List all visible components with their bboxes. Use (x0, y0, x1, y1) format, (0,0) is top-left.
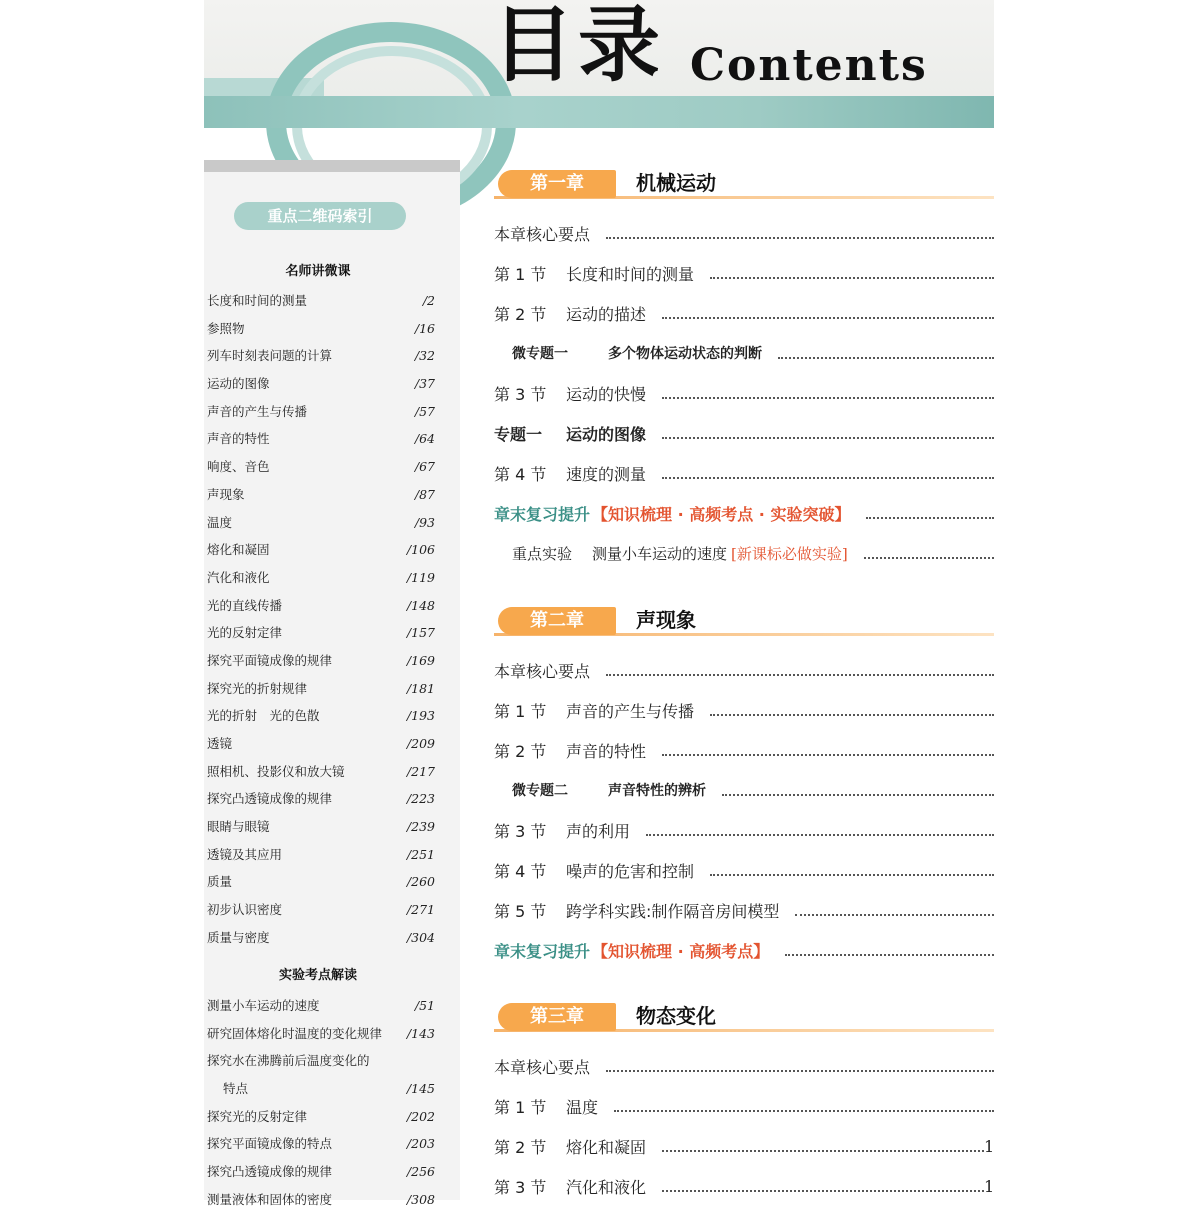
chapter-header (494, 166, 994, 200)
index-item-page: /64 (414, 431, 435, 447)
chapter-title: 机械运动 (636, 171, 716, 195)
contents-page (204, 0, 995, 1207)
sidebar-index-list (207, 992, 435, 1214)
entry-title: 长度和时间的测量 (566, 264, 695, 284)
index-item-name: 质量与密度 (207, 929, 270, 945)
index-item-name: 参照物 (207, 320, 245, 336)
experiment-tag: [新课标必做实验] (731, 544, 848, 563)
entry-key: 第 1 节 (494, 1097, 547, 1117)
index-item-page: /32 (414, 348, 435, 364)
index-item-page: /181 (406, 680, 435, 696)
index-item-page: /87 (414, 486, 435, 502)
experiment-label: 重点实验 (512, 544, 573, 563)
index-item-name: 眼睛与眼镜 (207, 819, 270, 835)
entry-key: 第 3 节 (494, 1177, 547, 1197)
index-item-name: 探究凸透镜成像的规律 (207, 1164, 333, 1180)
sidebar-index-item[interactable] (207, 868, 435, 896)
sidebar-index-item[interactable] (207, 481, 435, 509)
entry-title: 噪声的危害和控制 (566, 861, 695, 881)
sidebar-index-item[interactable] (207, 896, 435, 924)
index-item-name: 透镜及其应用 (207, 846, 283, 862)
index-item-name: 汽化和液化 (207, 569, 270, 585)
sidebar-index-item[interactable] (207, 675, 435, 703)
index-item-page: /260 (406, 874, 435, 890)
toc-entry[interactable] (494, 1173, 994, 1199)
sidebar-index-item[interactable] (207, 564, 435, 592)
page-title-english: Contents (690, 40, 928, 91)
toc-entry[interactable] (494, 777, 994, 803)
index-item-name: 熔化和凝固 (207, 542, 270, 558)
leader-dots (662, 427, 994, 439)
index-item-name: 光的反射定律 (207, 625, 283, 641)
index-item-name: 探究光的折射规律 (207, 680, 308, 696)
index-item-name: 声现象 (207, 486, 245, 502)
experiment-name: 测量小车运动的速度 (592, 544, 728, 563)
entry-title: 跨学科实践:制作隔音房间模型 (566, 901, 780, 921)
sidebar-index-item[interactable] (207, 398, 435, 426)
index-item-page: /16 (414, 320, 435, 336)
index-item-name: 探究平面镜成像的特点 (207, 1136, 333, 1152)
index-item-name: 温度 (207, 514, 233, 530)
leader-dots (710, 267, 994, 279)
sidebar-index-item[interactable] (207, 730, 435, 758)
index-item-name: 声音的特性 (207, 431, 270, 447)
toc-entry[interactable] (494, 737, 994, 763)
sidebar-index-item[interactable] (207, 702, 435, 730)
sidebar-index-item[interactable] (207, 592, 435, 620)
sidebar-index-item[interactable] (207, 315, 435, 343)
chapter-header (494, 999, 994, 1033)
sidebar-index-item[interactable] (207, 1158, 435, 1186)
index-item-name: 光的直线传播 (207, 597, 283, 613)
sidebar-index-item[interactable] (207, 536, 435, 564)
toc-entry[interactable] (494, 817, 994, 843)
sidebar-index-item[interactable] (207, 1075, 435, 1103)
index-item-page: /51 (414, 998, 435, 1013)
entry-key: 第 2 节 (494, 1137, 547, 1157)
leader-dots (662, 467, 994, 479)
entry-key: 第 2 节 (494, 741, 547, 761)
index-item-page: /193 (406, 708, 435, 724)
entry-title: 声音的特性 (566, 741, 647, 761)
index-item-name: 声音的产生与传播 (207, 403, 308, 419)
toc-entry[interactable] (494, 500, 994, 526)
sidebar-index-item[interactable] (207, 1103, 435, 1131)
index-item-page: /203 (406, 1136, 435, 1152)
sidebar-index-item[interactable] (207, 342, 435, 370)
index-item-page: /37 (414, 376, 435, 392)
toc-entry[interactable] (494, 300, 994, 326)
index-item-name: 特点 (223, 1081, 249, 1097)
toc-entry[interactable] (494, 1093, 994, 1119)
leader-dots (662, 307, 994, 319)
sidebar-index-item[interactable] (207, 1047, 435, 1075)
leader-dots (795, 904, 994, 916)
leader-dots (710, 864, 994, 876)
entry-title: 运动的快慢 (566, 384, 647, 404)
sidebar-index-list (207, 287, 435, 952)
toc-entry[interactable] (494, 540, 994, 566)
entry-key: 第 5 节 (494, 901, 547, 921)
toc-entry[interactable] (494, 220, 994, 246)
index-item-name: 测量小车运动的速度 (207, 998, 320, 1013)
sidebar-index-item[interactable] (207, 287, 435, 315)
entry-key: 本章核心要点 (494, 224, 591, 244)
banner-band-decoration (204, 96, 994, 128)
index-item-page: /223 (406, 791, 435, 807)
chapter-title: 声现象 (636, 608, 696, 632)
leader-dots (662, 1180, 984, 1192)
sidebar-heading: 重点二维码索引 (234, 202, 406, 230)
leader-dots (662, 387, 994, 399)
sidebar-index-item[interactable] (207, 992, 435, 1020)
index-item-page: /169 (406, 652, 435, 668)
index-item-name: 初步认识密度 (207, 902, 283, 918)
index-item-page: /202 (406, 1108, 435, 1124)
entry-title: 温度 (566, 1097, 599, 1117)
sidebar-index-item[interactable] (207, 1020, 435, 1048)
toc-entry[interactable] (494, 1133, 994, 1159)
toc-entry[interactable] (494, 897, 994, 923)
index-item-name: 探究平面镜成像的规律 (207, 652, 333, 668)
index-item-page: /239 (406, 819, 435, 835)
review-tags: 【知识梳理 · 高频考点】 (592, 941, 770, 961)
leader-dots (606, 1060, 994, 1072)
toc-entry[interactable] (494, 657, 994, 683)
index-item-name: 光的折射 光的色散 (207, 708, 320, 724)
index-item-name: 响度、音色 (207, 459, 270, 475)
toc-entry[interactable] (494, 1053, 994, 1079)
entry-title: 运动的描述 (566, 304, 647, 324)
leader-dots (864, 547, 994, 559)
toc-entry[interactable] (494, 380, 994, 406)
index-item-page: /256 (406, 1164, 435, 1180)
entry-title: 熔化和凝固 (566, 1137, 647, 1157)
entry-key: 本章核心要点 (494, 661, 591, 681)
sidebar-index-item[interactable] (207, 425, 435, 453)
entry-key: 第 3 节 (494, 384, 547, 404)
review-label: 章末复习提升 (494, 941, 591, 961)
index-item-page: /209 (406, 736, 435, 751)
leader-dots (785, 944, 994, 956)
chapter-title: 物态变化 (636, 1004, 716, 1028)
leader-dots (614, 1100, 994, 1112)
index-item-name: 照相机、投影仪和放大镜 (207, 763, 345, 779)
index-item-name: 探究光的反射定律 (207, 1108, 308, 1124)
chapter-number-tab: 第一章 (498, 170, 616, 198)
index-item-page: /2 (422, 293, 435, 308)
index-item-name: 质量 (207, 874, 233, 890)
index-item-name: 长度和时间的测量 (207, 293, 308, 308)
toc-entry[interactable] (494, 260, 994, 286)
index-item-page: /251 (406, 846, 435, 862)
sidebar-index-item[interactable] (207, 453, 435, 481)
sidebar-section-title: 名师讲微课 (285, 264, 351, 279)
entry-key: 第 2 节 (494, 304, 547, 324)
index-item-name: 运动的图像 (207, 376, 270, 392)
toc-entry[interactable] (494, 697, 994, 723)
leader-dots (662, 744, 994, 756)
sidebar-index-item[interactable] (207, 924, 435, 952)
index-item-name: 测量液体和固体的密度 (207, 1191, 333, 1207)
index-item-page: /143 (406, 1025, 435, 1041)
index-item-page: /304 (406, 929, 435, 945)
entry-title: 多个物体运动状态的判断 (608, 346, 762, 362)
toc-entry[interactable] (494, 460, 994, 486)
review-label: 章末复习提升 (494, 504, 591, 524)
toc-entry[interactable] (494, 857, 994, 883)
sidebar-section-title: 实验考点解读 (278, 968, 357, 983)
chapter-header (494, 603, 994, 637)
index-item-name: 透镜 (207, 736, 233, 751)
toc-entry[interactable] (494, 937, 994, 963)
index-item-page: /145 (406, 1081, 435, 1097)
sidebar-index-item[interactable] (207, 813, 435, 841)
sidebar-index-item[interactable] (207, 1186, 435, 1214)
index-item-name: 研究固体熔化时温度的变化规律 (207, 1025, 383, 1041)
chapter-number-tab: 第二章 (498, 607, 616, 635)
entry-page: 1 (984, 1176, 995, 1196)
index-item-page: /67 (414, 459, 435, 475)
index-item-page: /217 (406, 763, 435, 779)
sidebar-index-item[interactable] (207, 619, 435, 647)
index-item-page: /93 (414, 514, 435, 530)
index-item-name: 探究水在沸腾前后温度变化的 (207, 1053, 370, 1069)
index-item-page: /271 (406, 902, 435, 918)
sidebar-index-item[interactable] (207, 370, 435, 398)
sidebar-index-item[interactable] (207, 841, 435, 869)
sidebar-index-item[interactable] (207, 758, 435, 786)
leader-dots (662, 1140, 984, 1152)
entry-title: 声的利用 (566, 821, 631, 841)
entry-key: 专题一 (494, 424, 543, 444)
toc-entry[interactable] (494, 340, 994, 366)
entry-key: 微专题一 (512, 346, 568, 362)
sidebar-index-item[interactable] (207, 509, 435, 537)
entry-key: 第 3 节 (494, 821, 547, 841)
review-tags: 【知识梳理 · 高频考点 · 实验突破】 (592, 504, 851, 524)
entry-title: 声音特性的辨析 (608, 783, 706, 799)
header-banner (204, 0, 994, 128)
sidebar-index-item[interactable] (207, 647, 435, 675)
index-item-page: /308 (406, 1191, 435, 1207)
entry-key: 第 4 节 (494, 861, 547, 881)
entry-key: 本章核心要点 (494, 1057, 591, 1077)
index-item-page: /148 (406, 597, 435, 613)
leader-dots (722, 784, 994, 796)
entry-title: 运动的图像 (566, 424, 647, 444)
entry-page: 1 (984, 1136, 995, 1156)
entry-key: 第 1 节 (494, 264, 547, 284)
chapter-number-tab: 第三章 (498, 1003, 616, 1031)
index-item-page: /157 (406, 625, 435, 641)
entry-title: 声音的产生与传播 (566, 701, 695, 721)
leader-dots (710, 704, 994, 716)
index-item-name: 列车时刻表问题的计算 (207, 348, 333, 364)
qr-index-sidebar (204, 160, 460, 1207)
leader-dots (606, 664, 994, 676)
index-item-page: /57 (414, 403, 435, 419)
sidebar-index-item[interactable] (207, 1130, 435, 1158)
index-item-page: /106 (406, 542, 435, 558)
sidebar-index-item[interactable] (207, 785, 435, 813)
leader-dots (778, 347, 994, 359)
entry-key: 第 4 节 (494, 464, 547, 484)
entry-title: 汽化和液化 (566, 1177, 647, 1197)
leader-dots (606, 227, 994, 239)
sidebar-top-bar (204, 160, 460, 172)
index-item-page: /119 (406, 569, 435, 585)
leader-dots (646, 824, 994, 836)
toc-entry[interactable] (494, 420, 994, 446)
page-title: 目录 (492, 0, 665, 93)
entry-key: 第 1 节 (494, 701, 547, 721)
index-item-name: 探究凸透镜成像的规律 (207, 791, 333, 807)
leader-dots (866, 507, 994, 519)
entry-title: 速度的测量 (566, 464, 647, 484)
entry-key: 微专题二 (512, 783, 568, 799)
